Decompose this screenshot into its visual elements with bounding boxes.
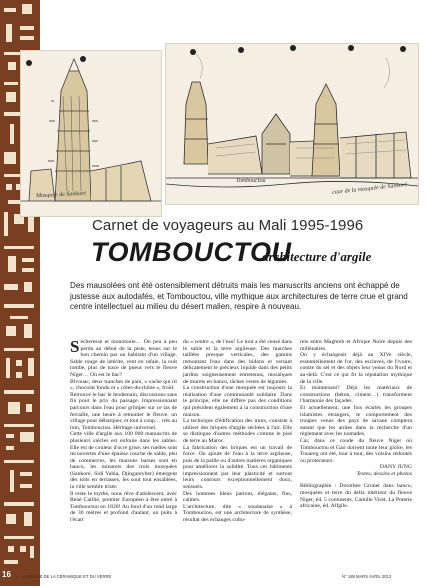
paragraph: La fabrication des briques est un travail de force. On ajoute de l'eau à la terre argileuse, puis de la paille ou d'autres matières organiques pour améliorer la solidité. Tous ces bâtiments impressionnent par leur plasticité et surtout leurs contours exceptionnellement doux, sensuels. [183,444,292,491]
paragraph: rels entre Maghreb et Afrique Noire depuis des millénaires. [300,339,412,352]
paragraph-text: écheresse et monotonie… On peu à peu perdu au début de la piste, tenus sur le bon chemin par un habitant d'un village. Sable rouge de latérite, vent en rafale, la nuit tombe, plus de trace de pneus vers le fleuve Niger… Où est le bac? [70,339,177,378]
pin-icon [348,45,354,51]
issue-info: N° 189 MARS AVRIL 2013 [342,574,392,579]
article-kicker: Carnet de voyageurs au Mali 1995-1996 [92,217,364,234]
pin-icon [190,49,196,55]
sketch-right-caption: cour de la mosquée de Sankoré [331,182,408,196]
paragraph: Retrouvé le bac le lendemain, discussions sans fin pour le prix du passage. Impressionnant parcours dans l'eau pour grimper sur ce tas de ferraille, une heure à remonter le fleuve, un village pour débarquer, et tout à coup… très au loin, Tombouctou. Héritage universel. [70,391,178,431]
paragraph: La technique d'édification des murs, consiste à utiliser des briques d'argile séchées à l'air. Elle se distingue d'autres méthodes comme le pisé de terre au Maroc. [183,418,292,444]
page-number: 16 [2,570,11,579]
paragraph: La construction d'une mosquée est toujours la réalisation d'une communauté solidaire. Dans le principe, elle ne diffère pas des conditions qui président également à la construction d'une maison. [183,385,292,418]
paragraph: On y échangeait déjà au XIVe siècle, essentiellement de l'or, des esclaves, de l'ivoire, contre du sel et des objets leur venus du Nord et au-delà. C'est ce qui fit la réputation mythique de la ville. [300,352,412,385]
pin-icon [290,45,296,51]
article-lead: Des mausolées ont été ostensiblement détruits mais les manuscrits anciens ont échappé de justesse aux autodafés, et Tombouctou, ville mythique aux architectures de terre crue et grand centre intellectuel au milieu du désert malien, respire à nouveau. [70,281,408,312]
paragraph: Et maintenant? Déjà les matériaux de constructions (béton, ciment…) transforment l'harmonie des façades. [300,385,412,405]
author-signature: DANY JUNG [379,464,412,471]
paragraph: Et actuellement, une fois écartés les groupes islamistes étrangers, le comportement des troupes venus des pays de savane comptera autant que les armes dans la recherche d'un règlement avec les nomades. [300,404,412,438]
article-column-2 [183,339,292,524]
article-column-1 [70,339,177,524]
author-credit: Textes, dessins et photos [356,470,412,477]
sketch-timbuktu-panorama [165,43,419,205]
pin-icon [80,56,86,62]
pin-icon [26,60,32,66]
paragraph: du « centre », de l'eau! Le tout a été censé dans le sable et la terre argileuse. Des marches taillées presque verticales, des gamins remontant l'eau dans des bidons et versant délicatement le précieux liquide dans des petits jardins soigneusement entretenus, mosaïques de murets en banco, tâches vertes de légumes. [183,339,292,385]
drop-cap: S [70,337,80,356]
sketch-sankore-mosque [20,50,162,217]
magazine-name: LA REVUE DE LA CÉRAMIQUE ET DU VERRE [22,574,112,579]
paragraph: Bivouac, deux tranches de pain, « vache qui rit », chocolat fondu et « côtes-du-rhône », froid. [70,378,177,392]
paragraph: Il reste le mythe, nous rêve d'adolescent, avec René Caillié, premier Européen à être entré à Tombouctou en 1828! Au fond d'un rond large de 30 mètres et profond d'autant, un puits à l'écart [70,490,177,524]
paragraph [70,339,177,379]
article-subtitle: architecture d'argile [262,249,372,264]
paragraph: Des hommes bleus partout, élégants, fins, calmes. [183,490,292,504]
bibliography: Bibliographie : Dorothee Gruner dans banco, mosquées et terre du delta intérieur du fleuve Niger, éd. 5 continents. Camille Viret, La Poterie africaine, éd. Alfgile. [300,483,412,510]
sketch-center-caption: Tombouctou [236,178,266,184]
article-title: TOMBOUCTOU [91,237,292,267]
article-column-3 [300,339,412,510]
paragraph: Cette ville d'argile aux 100 000 manuscrits de plusieurs siècles est enfouie dans les sables. Elle est de couleur d'ocre grise, ses ruelles sont recouvertes d'une épaisse couche de sable, peu de commerces, les maisons basses sont en banco, les minarets des trois mosquées (Sankoré, Sidi Yahia, Djingareyber) émergent des toits en terrasses, les sont tout ensablées, la ville semble triste. [70,431,177,491]
paragraph: L'architecture, dite « soudanaise » à Tombouctou, est une architecture de synthèse, résultat des échanges cultu- [183,503,292,524]
paragraph: Car, dans ce coude du fleuve Niger où Tombouctou et Gao doivent toute leur gloire, les Touareg ont été, tour à tour, des voisins redoutés ou protecteurs. [300,437,412,464]
sketch-left-caption: Mosquée de Sankoré [35,190,87,200]
pin-icon [238,47,244,53]
pin-icon [400,46,406,52]
